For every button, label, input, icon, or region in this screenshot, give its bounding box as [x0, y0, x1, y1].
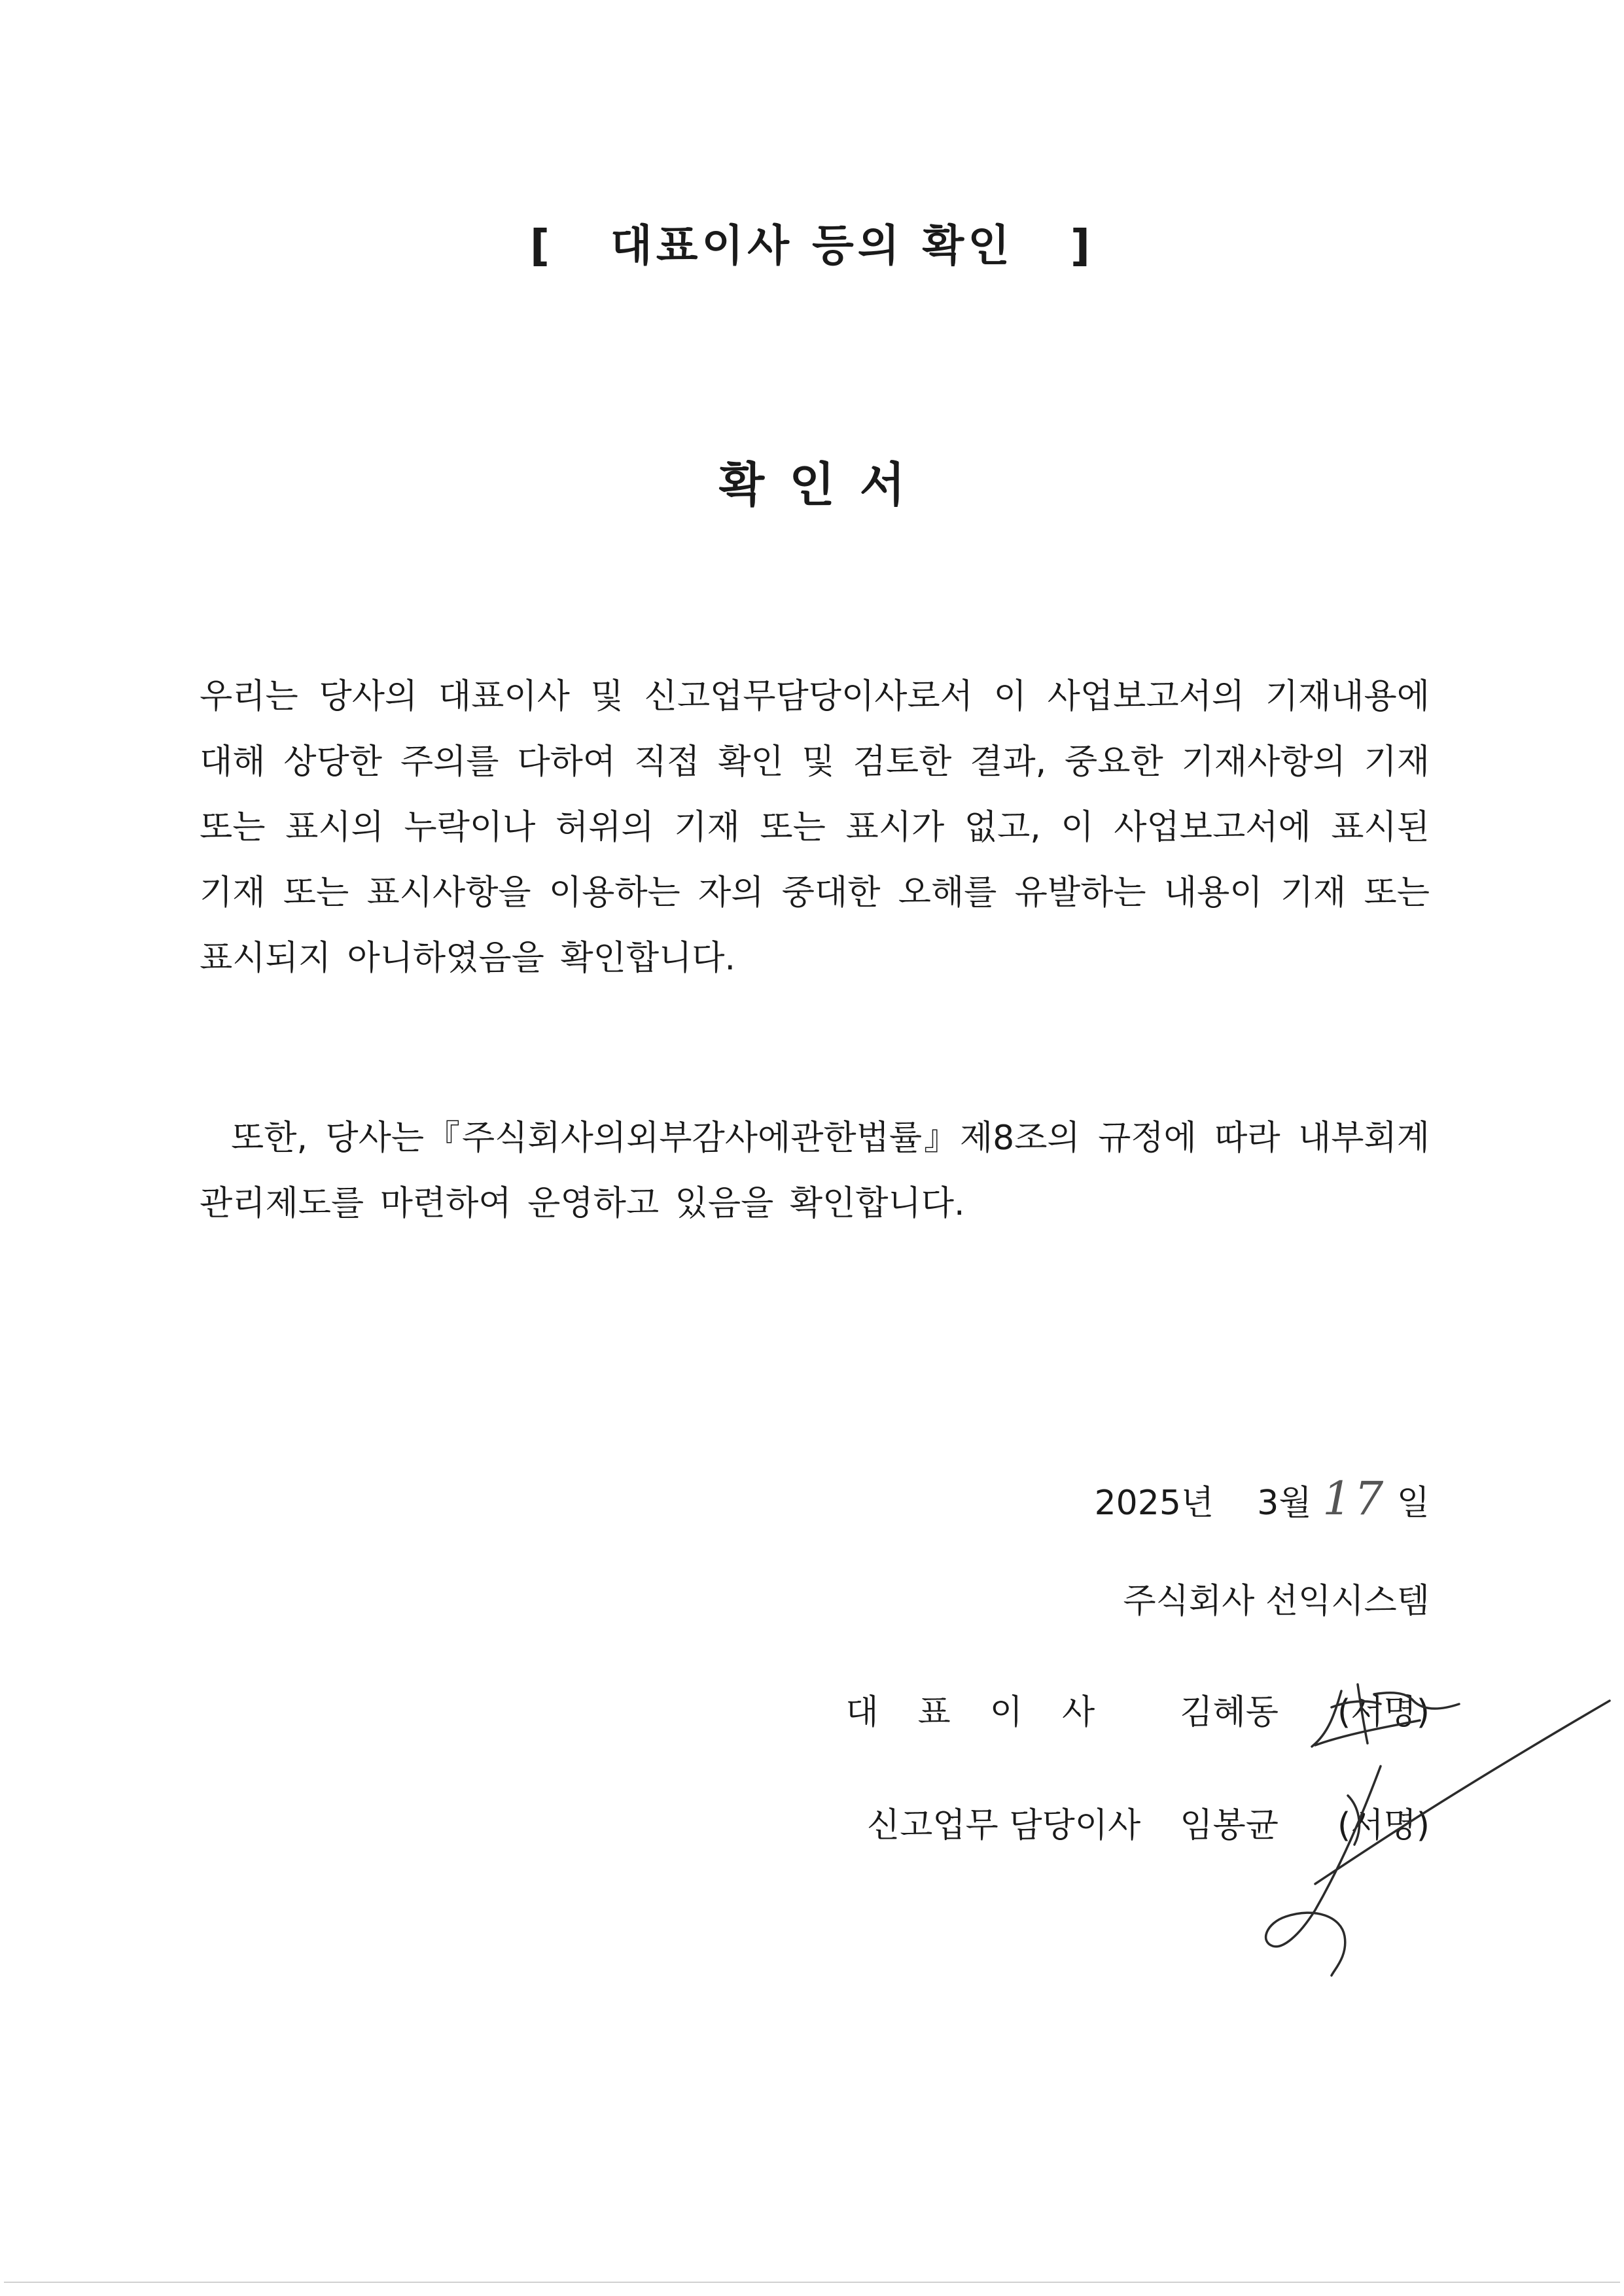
signatory-name: 임봉균	[1180, 1806, 1279, 1845]
signature-mark-label: (서명)	[1337, 1806, 1430, 1845]
signatory-role: 대표이사	[845, 1693, 1135, 1732]
document-title: 확인서	[718, 457, 930, 512]
signatory-name: 김혜동	[1180, 1693, 1279, 1732]
signature-mark-label: (서명)	[1337, 1693, 1430, 1732]
section-title: [ 대표이사 등의 확인 ]	[529, 220, 1095, 271]
signatory-role: 신고업무 담당이사	[866, 1806, 1141, 1845]
internal-control-paragraph: 또한, 당사는『주식회사의외부감사에관한법률』제8조의 규정에 따라 내부회계관리제도를 마련하여 운영하고 있음을 확인합니다.	[200, 1119, 1430, 1223]
confirmation-paragraph: 우리는 당사의 대표이사 및 신고업무담당이사로서 이 사업보고서의 기재내용에 대해 상당한 주의를 다하여 직접 확인 및 검토한 결과, 중요한 기재사항의 기재 또는 표시의 누락이나 허위의 기재 또는 표시가 없고, 이 사업보고서에 표시된 기재 또는 표시사항을 이용하는 자의 중대한 오해를 유발하는 내용이 기재 또는 표시되지 아니하였음을 확인합니다.	[200, 677, 1430, 978]
page-bottom-rule	[4, 2282, 1620, 2283]
date-day-unit: 일	[1396, 1484, 1430, 1523]
date-day-handwritten: 17	[1322, 1472, 1386, 1525]
signatory-row-ceo	[845, 1684, 1430, 1733]
signing-date	[1095, 1472, 1430, 1525]
date-year: 2025년	[1094, 1484, 1214, 1523]
date-month: 3월	[1257, 1484, 1312, 1523]
company-name: 주식회사 선익시스템	[1123, 1582, 1430, 1621]
signatory-row-reporting-director	[867, 1798, 1430, 1847]
